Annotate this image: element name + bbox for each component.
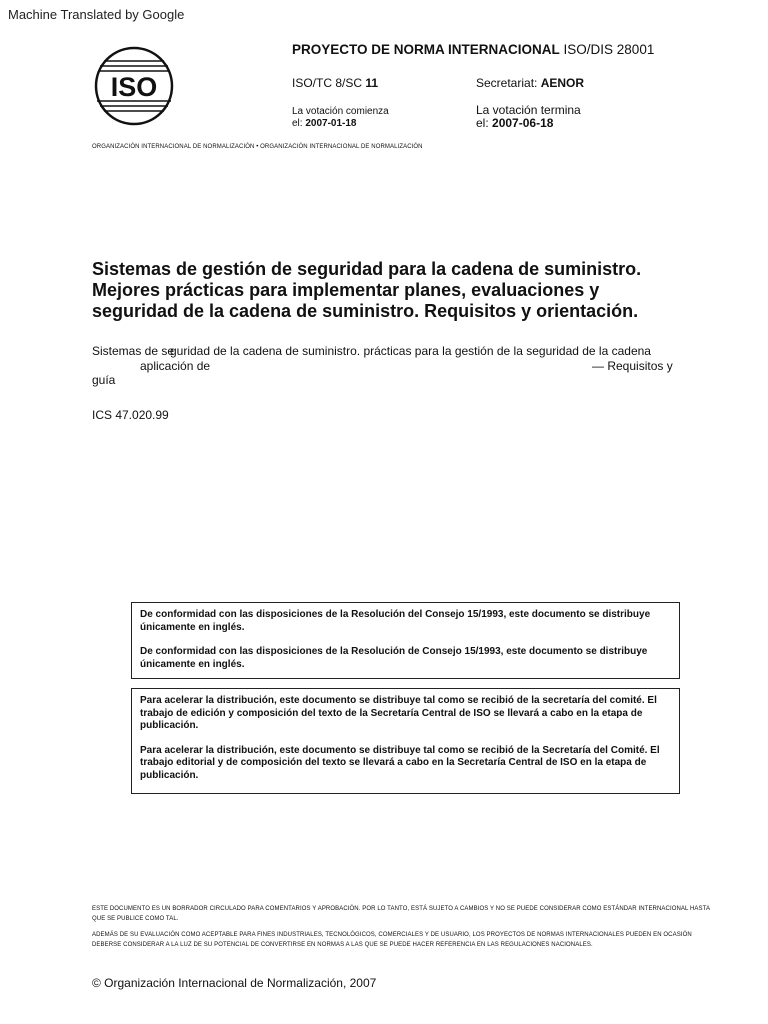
notice-paragraph: Para acelerar la distribución, este documento se distribuye tal como se recibió de la Secretaría del Comité. El trabajo editorial y de composición del texto se llevará a cabo en la Secretaría Central de ISO en la etapa de publicación. [140, 744, 660, 781]
subtitle-part: guía [92, 373, 116, 387]
organization-line: ORGANIZACIÓN INTERNACIONAL DE NORMALIZACIÓN • ORGANIZACIÓN INTERNACIONAL DE NORMALIZACIÓN [92, 144, 423, 150]
ics-code: ICS 47.020.99 [92, 408, 169, 422]
vote-start-prefix: el: [292, 118, 303, 129]
notice-paragraph: Para acelerar la distribución, este documento se distribuye tal como se recibió de la secretaría del comité. El trabajo de edición y composición del texto de la Secretaría Central de ISO se llevará a cabo en la etapa de publicación. [140, 695, 657, 731]
subtitle-part: Sistemas de se [92, 344, 175, 358]
secretariat-label: Secretariat: [476, 76, 538, 90]
secretariat-value: AENOR [540, 76, 585, 90]
document-title [92, 259, 712, 322]
language-notice-box [131, 602, 680, 679]
secretariat [476, 76, 584, 90]
vote-end-label: La votación termina [476, 103, 581, 117]
tc-number: 11 [365, 76, 379, 90]
distribution-notice-box [131, 688, 680, 794]
footer-note: ADEMÁS DE SU EVALUACIÓN COMO ACEPTABLE PARA FINES INDUSTRIALES, TECNOLÓGICOS, COMERCIALES Y DE USUARIO, LOS PROYECTOS DE NORMAS INTERNACIONALES PUEDEN EN OCASIÓN DEBERSE CONSIDERAR A LA LUZ DE SU POTENCIAL DE CONVERTIRSE EN NORMAS A LAS QUE SE PUEDE HACER REFERENCIA EN LAS REGULACIONES NACIONALES. [92, 932, 692, 948]
vote-end [476, 104, 581, 130]
notice-paragraph: De conformidad con las disposiciones de la Resolución de Consejo 15/1993, este documento se distribuye únicamente en inglés. [140, 646, 648, 670]
project-label: PROYECTO DE NORMA INTERNACIONAL [292, 42, 560, 57]
copyright: © Organización Internacional de Normalización, 2007 [92, 976, 377, 990]
machine-translated-banner: Machine Translated by Google [8, 7, 185, 22]
footer-note: ESTE DOCUMENTO ES UN BORRADOR CIRCULADO PARA COMENTARIOS Y APROBACIÓN. POR LO TANTO, ESTÁ SUJETO A CAMBIOS Y NO SE PUEDE CONSIDERAR COMO ESTÁNDAR INTERNACIONAL HASTA QUE SE PUBLICE COMO TAL. [92, 906, 710, 922]
vote-start [292, 106, 389, 130]
vote-end-prefix: el: [476, 116, 489, 130]
iso-logo-text: ISO [110, 72, 158, 102]
tc-prefix: ISO/TC 8/SC [292, 76, 363, 90]
notice-paragraph: De conformidad con las disposiciones de la Resolución del Consejo 15/1993, este documento se distribuye únicamente en inglés. [140, 609, 651, 633]
subtitle-part: — Requisitos y [592, 359, 673, 373]
title-line: seguridad de la cadena de suministro. Requisitos y orientación. [92, 301, 639, 321]
vote-start-label: La votación comienza [292, 106, 389, 117]
iso-logo-icon [94, 46, 174, 126]
title-line: Sistemas de gestión de seguridad para la cadena de suministro. [92, 259, 642, 279]
subtitle-part: guridad de la cadena de suministro. prácticas para la gestión de la seguridad de la cadena [170, 344, 651, 358]
vote-end-date: 2007-06-18 [492, 116, 554, 130]
title-line: Mejores prácticas para implementar planes, evaluaciones y [92, 280, 600, 300]
subtitle-part: aplicación de [140, 359, 211, 373]
vote-start-date: 2007-01-18 [305, 118, 357, 129]
project-title [292, 42, 654, 57]
project-code: ISO/DIS 28001 [563, 42, 655, 57]
tc-reference [292, 76, 378, 90]
